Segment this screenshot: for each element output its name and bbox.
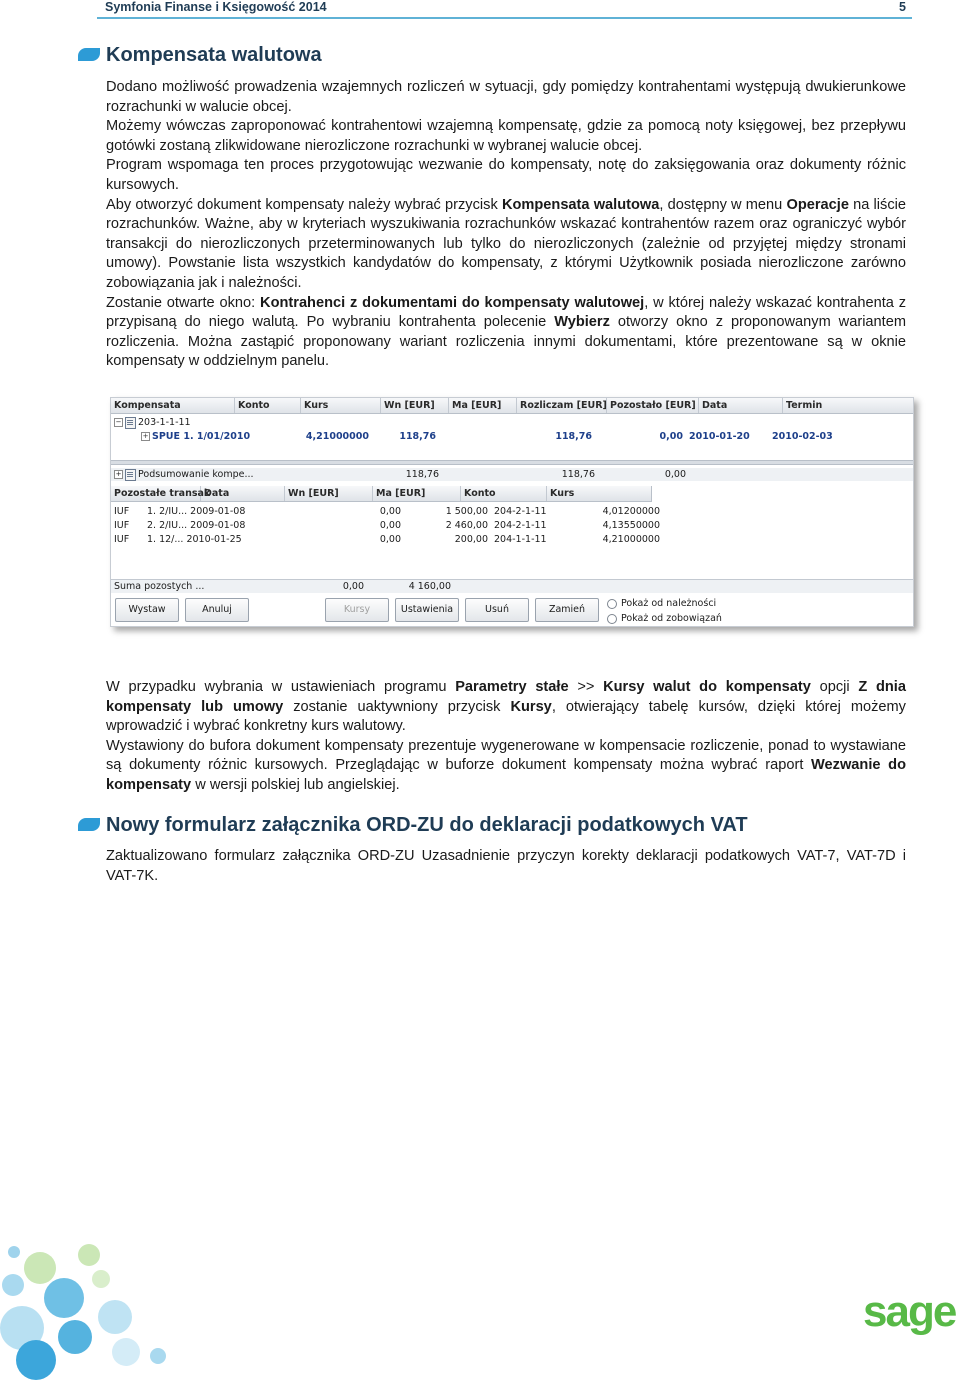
section1-body (106, 78, 906, 372)
section-bullet-icon (78, 818, 100, 831)
tree-doc-row[interactable]: + SPUE 1. 1/01/2010 4,21000000 118,76 118,76 0,00 2010-01-20 2010-02-03 (142, 431, 833, 442)
panel-splitter[interactable] (111, 460, 913, 465)
col-header[interactable]: Pozostałe transak (111, 486, 201, 501)
page-header (97, 0, 912, 19)
radio-liabilities[interactable]: Pokaż od zobowiązań (607, 613, 722, 624)
sage-logo: sage (863, 1287, 956, 1336)
col-header[interactable]: Konto (461, 486, 547, 501)
col-header[interactable]: Termin (786, 400, 823, 411)
document-icon (125, 469, 136, 481)
paragraph: Wystawiony do bufora dokument kompensaty prezentuje wygenerowane w kompensacie rozliczenie, ponad to wystawiane są dokumenty różnic kursowych. Przeglądając w buforze dokument kompensaty można wybrać raport Wezwanie do kompensaty w wersji polskiej lub angielskiej. (106, 737, 906, 793)
section2-body (106, 847, 906, 886)
col-header[interactable]: Kompensata (111, 398, 235, 413)
col-header[interactable]: Ma [EUR] (449, 398, 517, 413)
col-header[interactable]: Kurs (550, 488, 575, 499)
table-row[interactable]: IUF 1. 12/... 2010-01-25 0,00 200,00 204-1-1-11 4,21000000 (114, 534, 660, 545)
section-title-kompensata: Kompensata walutowa (106, 44, 322, 66)
section1-continued (106, 678, 906, 796)
expand-icon[interactable]: + (115, 470, 122, 478)
col-header[interactable]: Data (201, 486, 285, 501)
table-row[interactable]: IUF 1. 2/IU... 2009-01-08 0,00 1 500,00 204-2-1-11 4,01200000 (114, 506, 660, 517)
col-header[interactable]: Kurs (301, 398, 381, 413)
kursy-button[interactable]: Kursy (325, 598, 389, 622)
top-grid-header (111, 398, 913, 414)
col-header[interactable]: Ma [EUR] (373, 486, 461, 501)
collapse-icon[interactable]: − (115, 418, 122, 426)
tree-account-row[interactable]: − 203-1-1-11 (115, 417, 191, 428)
paragraph: Dodano możliwość prowadzenia wzajemnych rozliczeń w sytuacji, gdy pomiędzy kontrahentami występują dwukierunkowe rozrachunki w walucie obcej. (106, 79, 906, 115)
header-title: Symfonia Finanse i Księgowość 2014 (105, 0, 327, 14)
usun-button[interactable]: Usuń (465, 598, 529, 622)
zamien-button[interactable]: Zamień (535, 598, 599, 622)
paragraph: Zaktualizowano formularz załącznika ORD-ZU Uzasadnienie przyczyn korekty deklaracji podatkowych VAT-7, VAT-7D i VAT-7K. (106, 848, 906, 884)
col-header[interactable]: Wn [EUR] (381, 398, 449, 413)
compensation-window (110, 397, 914, 627)
radio-icon (607, 599, 617, 609)
paragraph: Zostanie otwarte okno: Kontrahenci z dokumentami do kompensaty walutowej, w której należy wskazać kontrahenta z przypisaną do niego walutą. Po wybraniu kontrahenta polecenie Wybierz otworzy okno z proponowanym wariantem rozliczenia. Można zastąpić proponowany wariant rozliczenia innymi dokumentami, które prezentowane są w oknie kompensaty w oddzielnym panelu. (106, 294, 906, 370)
col-header[interactable]: Data (699, 398, 783, 413)
section-bullet-icon (78, 48, 100, 61)
radio-icon (607, 614, 617, 624)
col-header[interactable]: Wn [EUR] (285, 486, 373, 501)
ustawienia-button[interactable]: Ustawienia (395, 598, 459, 622)
folder-icon (125, 417, 136, 429)
paragraph: W przypadku wybrania w ustawieniach programu Parametry stałe >> Kursy walut do kompensaty opcji Z dnia kompensaty lub umowy zostanie uaktywniony przycisk Kursy, otwierający tabelę kursów, dzięki której możemy wprowadzić i wybrać konkretny kurs walutowy. (106, 679, 906, 735)
bottom-grid-header (111, 486, 652, 502)
page-number: 5 (899, 0, 906, 14)
col-header[interactable]: Konto (235, 398, 301, 413)
wystaw-button[interactable]: Wystaw (115, 598, 179, 622)
section-title-ord-zu: Nowy formularz załącznika ORD-ZU do deklaracji podatkowych VAT (106, 814, 748, 836)
paragraph: Aby otworzyć dokument kompensaty należy wybrać przycisk Kompensata walutowa, dostępny w menu Operacje na liście rozrachunków. Ważne, aby w kryteriach wyszukiwania rozrachunków wskazać kontrahentów razem oraz ograniczyć wybór transakcji do nierozliczonych przeterminowanych lub tylko do nierozliczonych (zależnie od przyjętej między stronami umowy). Powstanie lista wszystkich kandydatów do kompensaty, z którymi Użytkownik posiada nierozliczone zarówno zobowiązania jak i należności. (106, 196, 906, 291)
summary-row: + Podsumowanie kompe... 118,76 118,76 0,00 (111, 468, 913, 481)
anuluj-button[interactable]: Anuluj (185, 598, 249, 622)
sum-row: Suma pozostych ... 0,00 4 160,00 (111, 579, 913, 593)
col-header[interactable]: Pozostało [EUR] (607, 398, 699, 413)
paragraph: Program wspomaga ten proces przygotowując wezwanie do kompensaty, notę do zaksięgowania oraz dokumenty różnic kursowych. (106, 157, 906, 193)
radio-receivables[interactable]: Pokaż od należności (607, 598, 716, 609)
table-row[interactable]: IUF 2. 2/IU... 2009-01-08 0,00 2 460,00 204-2-1-11 4,13550000 (114, 520, 660, 531)
paragraph: Możemy wówczas zaproponować kontrahentowi wzajemną kompensatę, gdzie za pomocą noty księgowej, bez przepływu gotówki zostaną zlikwidowane nierozliczone rozrachunki w wybranej walucie obcej. (106, 118, 906, 154)
col-header[interactable]: Rozliczam [EUR] (517, 398, 607, 413)
expand-icon[interactable]: + (142, 432, 149, 440)
